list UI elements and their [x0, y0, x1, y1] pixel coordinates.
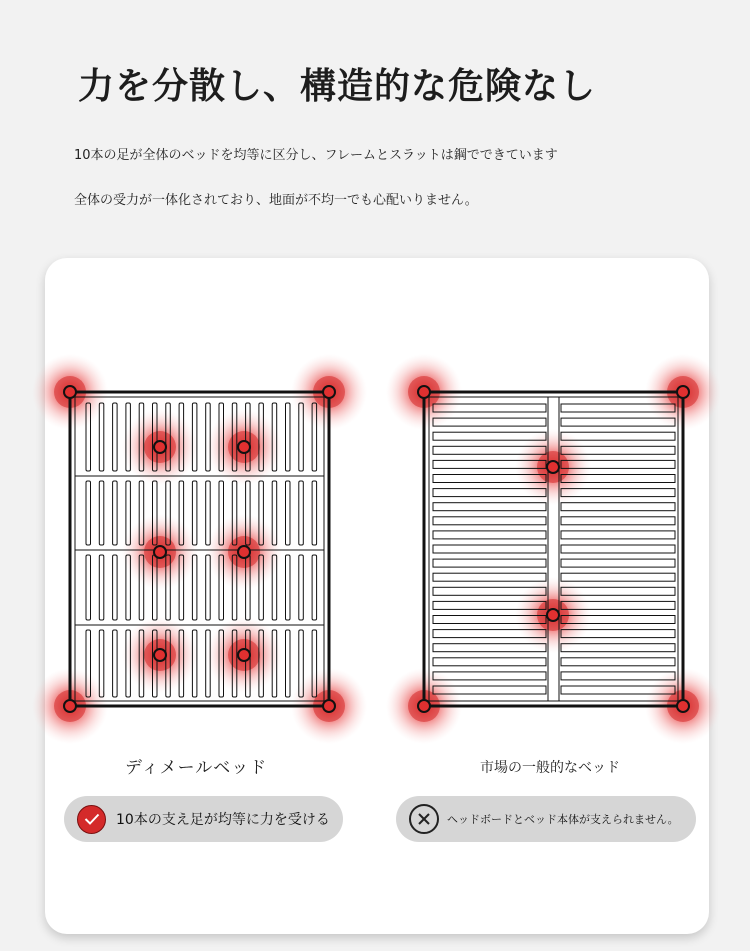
description-line-2: 全体の受力が一体化されており、地面が不均一でも心配いりません。: [74, 193, 478, 208]
right-bed-slat: [433, 545, 546, 553]
left-bed-slat: [286, 555, 291, 620]
left-bed-leg: [238, 546, 250, 558]
left-bed-slat: [299, 555, 304, 620]
description-line-1: 10本の足が全体のベッドを均等に区分し、フレームとスラットは鋼でできています: [74, 148, 558, 163]
left-bed-slat: [99, 481, 104, 545]
left-bed-note-badge: [64, 796, 343, 842]
right-bed-slat: [561, 658, 675, 666]
left-bed-leg: [323, 386, 335, 398]
left-bed-leg: [64, 700, 76, 712]
right-bed-slat: [561, 503, 675, 511]
left-bed-slat: [86, 481, 91, 545]
left-bed-leg: [154, 649, 166, 661]
left-bed-name: ディメールベッド: [125, 758, 268, 778]
left-bed-slat: [312, 481, 317, 545]
right-bed-slat: [561, 559, 675, 567]
right-bed-slat: [433, 644, 546, 652]
right-bed-slat: [561, 573, 675, 581]
left-bed-leg: [154, 441, 166, 453]
left-bed-slats: [75, 403, 324, 697]
left-bed-leg: [64, 386, 76, 398]
right-bed-leg: [677, 700, 689, 712]
right-bed-note: ヘッドボードとベッド本体が支えられません。: [447, 813, 679, 826]
left-bed-slat: [113, 555, 118, 620]
right-bed-slat: [433, 531, 546, 539]
left-bed-slat: [99, 555, 104, 620]
right-bed-slat: [433, 658, 546, 666]
page-title: 力を分散し、構造的な危険なし: [78, 66, 597, 107]
right-bed-name: 市場の一般的なベッド: [480, 760, 620, 776]
left-bed-slat: [286, 630, 291, 697]
right-bed-leg: [677, 386, 689, 398]
left-bed-slat: [113, 403, 118, 471]
left-bed-leg: [238, 649, 250, 661]
left-bed-leg: [154, 546, 166, 558]
right-bed-slat: [561, 545, 675, 553]
right-bed-leg: [418, 700, 430, 712]
left-bed-slat: [299, 481, 304, 545]
right-bed-leg: [547, 461, 559, 473]
right-bed-slat: [433, 573, 546, 581]
left-bed-slat: [113, 630, 118, 697]
left-bed-note: 10本の支え足が均等に力を受ける: [116, 812, 330, 828]
right-bed-slat: [561, 531, 675, 539]
left-bed-slat: [86, 555, 91, 620]
right-bed-note-badge: [396, 796, 696, 842]
right-bed-diagram: [386, 354, 721, 744]
left-bed-slat: [286, 481, 291, 545]
cross-icon: [409, 804, 439, 834]
left-bed-slat: [312, 555, 317, 620]
right-bed-slat: [433, 559, 546, 567]
check-icon: [77, 805, 106, 834]
right-bed-slat: [561, 644, 675, 652]
right-bed-slat: [433, 503, 546, 511]
left-bed-leg: [323, 700, 335, 712]
right-bed-leg: [418, 386, 430, 398]
left-bed-slat: [286, 403, 291, 471]
right-bed-leg: [547, 609, 559, 621]
left-bed-legs: [64, 386, 335, 712]
left-bed-leg: [238, 441, 250, 453]
left-bed-slat: [113, 481, 118, 545]
left-bed-diagram: [32, 354, 367, 744]
right-bed-slat: [561, 517, 675, 525]
right-bed-slat: [433, 517, 546, 525]
left-bed-slat: [206, 481, 211, 545]
